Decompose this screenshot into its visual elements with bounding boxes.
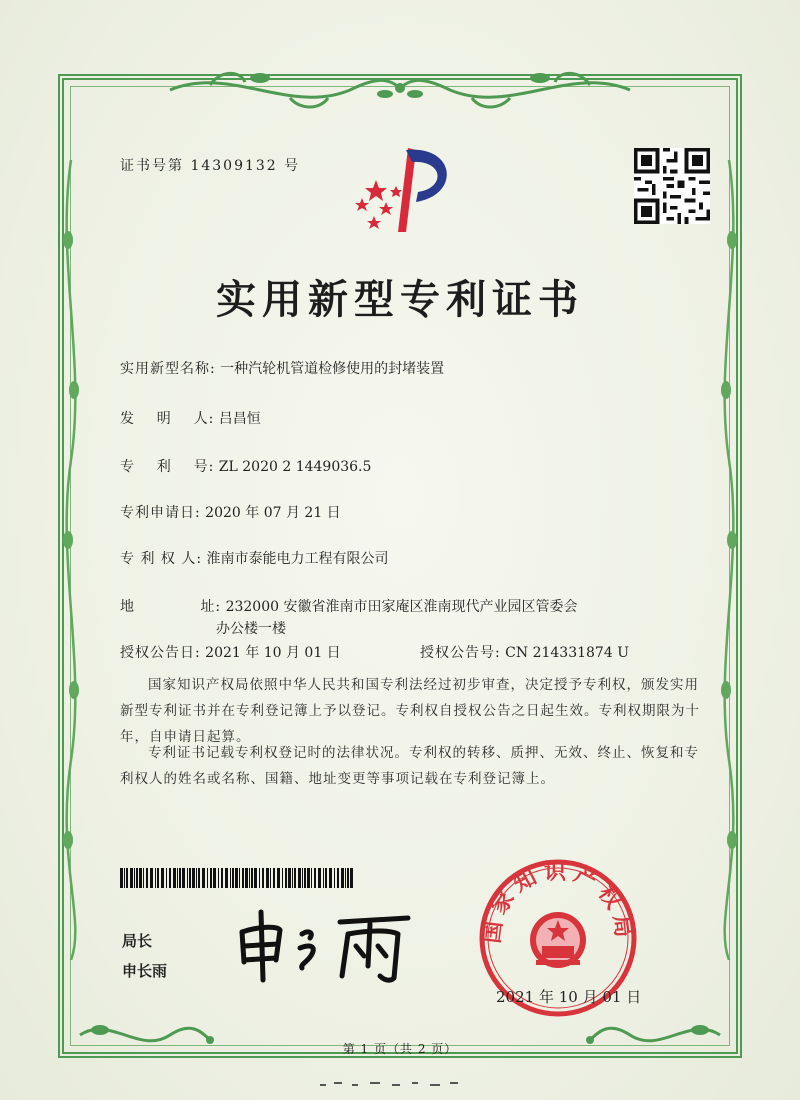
field-patent-number [120,456,371,476]
seal-text: 国家知识产权局 [479,859,637,945]
barcode-bar [169,868,171,888]
barcode-bar [221,868,223,888]
barcode-bar [166,868,167,888]
barcode-bar [325,868,327,888]
paragraph-line: 专利证书记载专利权登记时的法律状况。专利权的转移、质押、无效、终止、恢复和专 [148,745,699,761]
paragraph-grant-statement [120,672,700,750]
certificate-number-suffix: 号 [284,158,301,174]
barcode-bar [210,868,212,888]
barcode-bar [329,868,332,888]
barcode-bar [314,868,316,888]
barcode-bar [120,868,123,888]
barcode-bar [334,868,335,888]
handwritten-signature [230,904,420,984]
barcode-bar [277,868,280,888]
field-value: ZL 2020 2 1449036.5 [218,459,372,475]
field-label: 授权公告号: [420,645,501,661]
field-value: 办公楼一楼 [216,621,286,637]
barcode-bar [345,868,346,888]
barcode-bar [262,868,264,888]
barcode-bar [230,868,231,888]
barcode-bar [298,868,301,888]
barcode-bar [302,868,303,888]
field-grant-number [420,642,629,662]
barcode-bar [251,868,253,888]
certificate-number [120,155,300,175]
barcode-bar [270,868,271,888]
barcode-bar [249,868,250,888]
barcode-bar [323,868,324,888]
barcode-bar [225,868,228,888]
barcode-bar [259,868,260,888]
field-address-line2 [216,618,286,638]
field-value: 2020 年 07 月 21 日 [205,505,341,521]
paragraph-line: 年，自申请日起算。 [120,729,251,745]
barcode-bar [292,868,293,888]
barcode-bar [136,868,138,888]
field-value: 2021 年 10 月 01 日 [205,645,341,661]
barcode-bar [134,868,135,888]
field-patentee [120,548,389,568]
field-value: 232000 安徽省淮南市田家庵区淮南现代产业园区管委会 [225,599,578,615]
barcode-bar [282,868,283,888]
field-label: 实用新型名称: [120,361,216,377]
field-label: 地 址: [120,599,222,615]
barcode-bar [304,868,306,888]
barcode-bar [337,868,339,888]
barcode-bar [124,868,125,888]
paragraph-line: 利权人的姓名或名称、国籍、地址变更等事项记载在专利登记簿上。 [120,771,555,787]
barcode-bar [294,868,296,888]
barcode-bar [177,868,178,888]
footer-decoration [300,1078,500,1092]
barcode-bar [198,868,200,888]
field-label: 专 利 权 人: [120,551,203,567]
national-emblem-icon [530,912,586,968]
qr-code-icon[interactable] [634,148,710,224]
barcode-bar [232,868,234,888]
barcode-bar [187,868,188,888]
barcode-bar [311,868,312,888]
barcode-bar [126,868,128,888]
certificate-number-value: 14309132 [190,158,278,174]
barcode-bar [285,868,287,888]
barcode-bar [207,868,208,888]
barcode-bar [350,868,353,888]
barcode-bar [139,868,142,888]
barcode-bar [245,868,248,888]
field-utility-model-name [120,358,444,378]
barcode-bar [218,868,219,888]
cnipa-logo-icon [346,140,466,240]
field-label: 授权公告日: [120,645,201,661]
barcode-bar [254,868,257,888]
barcode-bar [347,868,349,888]
page-number: 第 1 页（共 2 页） [342,1042,458,1056]
barcode-bar [196,868,197,888]
barcode-bar [157,868,159,888]
barcode-bar [182,868,185,888]
barcode-bar [318,868,321,888]
field-inventor [120,408,261,428]
field-value: 吕昌恒 [218,411,261,427]
barcode-bar [192,868,195,888]
top-vine-ornament [150,60,650,120]
field-filing-date [120,502,341,522]
barcode-bar [213,868,216,888]
barcode-bar [202,868,205,888]
barcode-bar [161,868,164,888]
barcode-bar [146,868,148,888]
barcode-bar [155,868,156,888]
barcode-bar [341,868,344,888]
field-label: 发 明 人: [120,411,215,427]
field-value: CN 214331874 U [505,645,629,661]
barcode-bar [288,868,291,888]
field-grant-date [120,642,341,662]
director-title: 局长 [122,932,153,950]
barcode-bar [242,868,244,888]
barcode-bar [130,868,133,888]
paragraph-legal-status [120,740,700,792]
barcode-bar [173,868,176,888]
field-address [120,596,577,616]
barcode-bar [273,868,275,888]
barcode-bar [143,868,144,888]
barcode-bar [239,868,240,888]
barcode-bar [266,868,269,888]
barcode-icon [120,868,356,888]
paragraph-line: 国家知识产权局依照中华人民共和国专利法经过初步审查，决定授予专利权，颁发实用 [148,677,699,693]
paragraph-line: 新型专利证书并在专利登记簿上予以登记。专利权自授权公告之日起生效。专利权期限为十 [120,703,700,719]
field-value: 淮南市泰能电力工程有限公司 [206,551,389,567]
field-label: 专利申请日: [120,505,201,521]
field-label: 专 利 号: [120,459,215,475]
barcode-bar [150,868,153,888]
certificate-number-label: 证书号第 [120,158,184,174]
director-name: 申长雨 [122,962,168,980]
seal-date: 2021 年 10 月 01 日 [496,988,642,1006]
barcode-bar [179,868,181,888]
barcode-bar [307,868,310,888]
barcode-bar [235,868,238,888]
field-value: 一种汽轮机管道检修使用的封堵装置 [220,361,445,377]
barcode-bar [189,868,191,888]
certificate-title: 实用新型专利证书 [216,276,584,323]
